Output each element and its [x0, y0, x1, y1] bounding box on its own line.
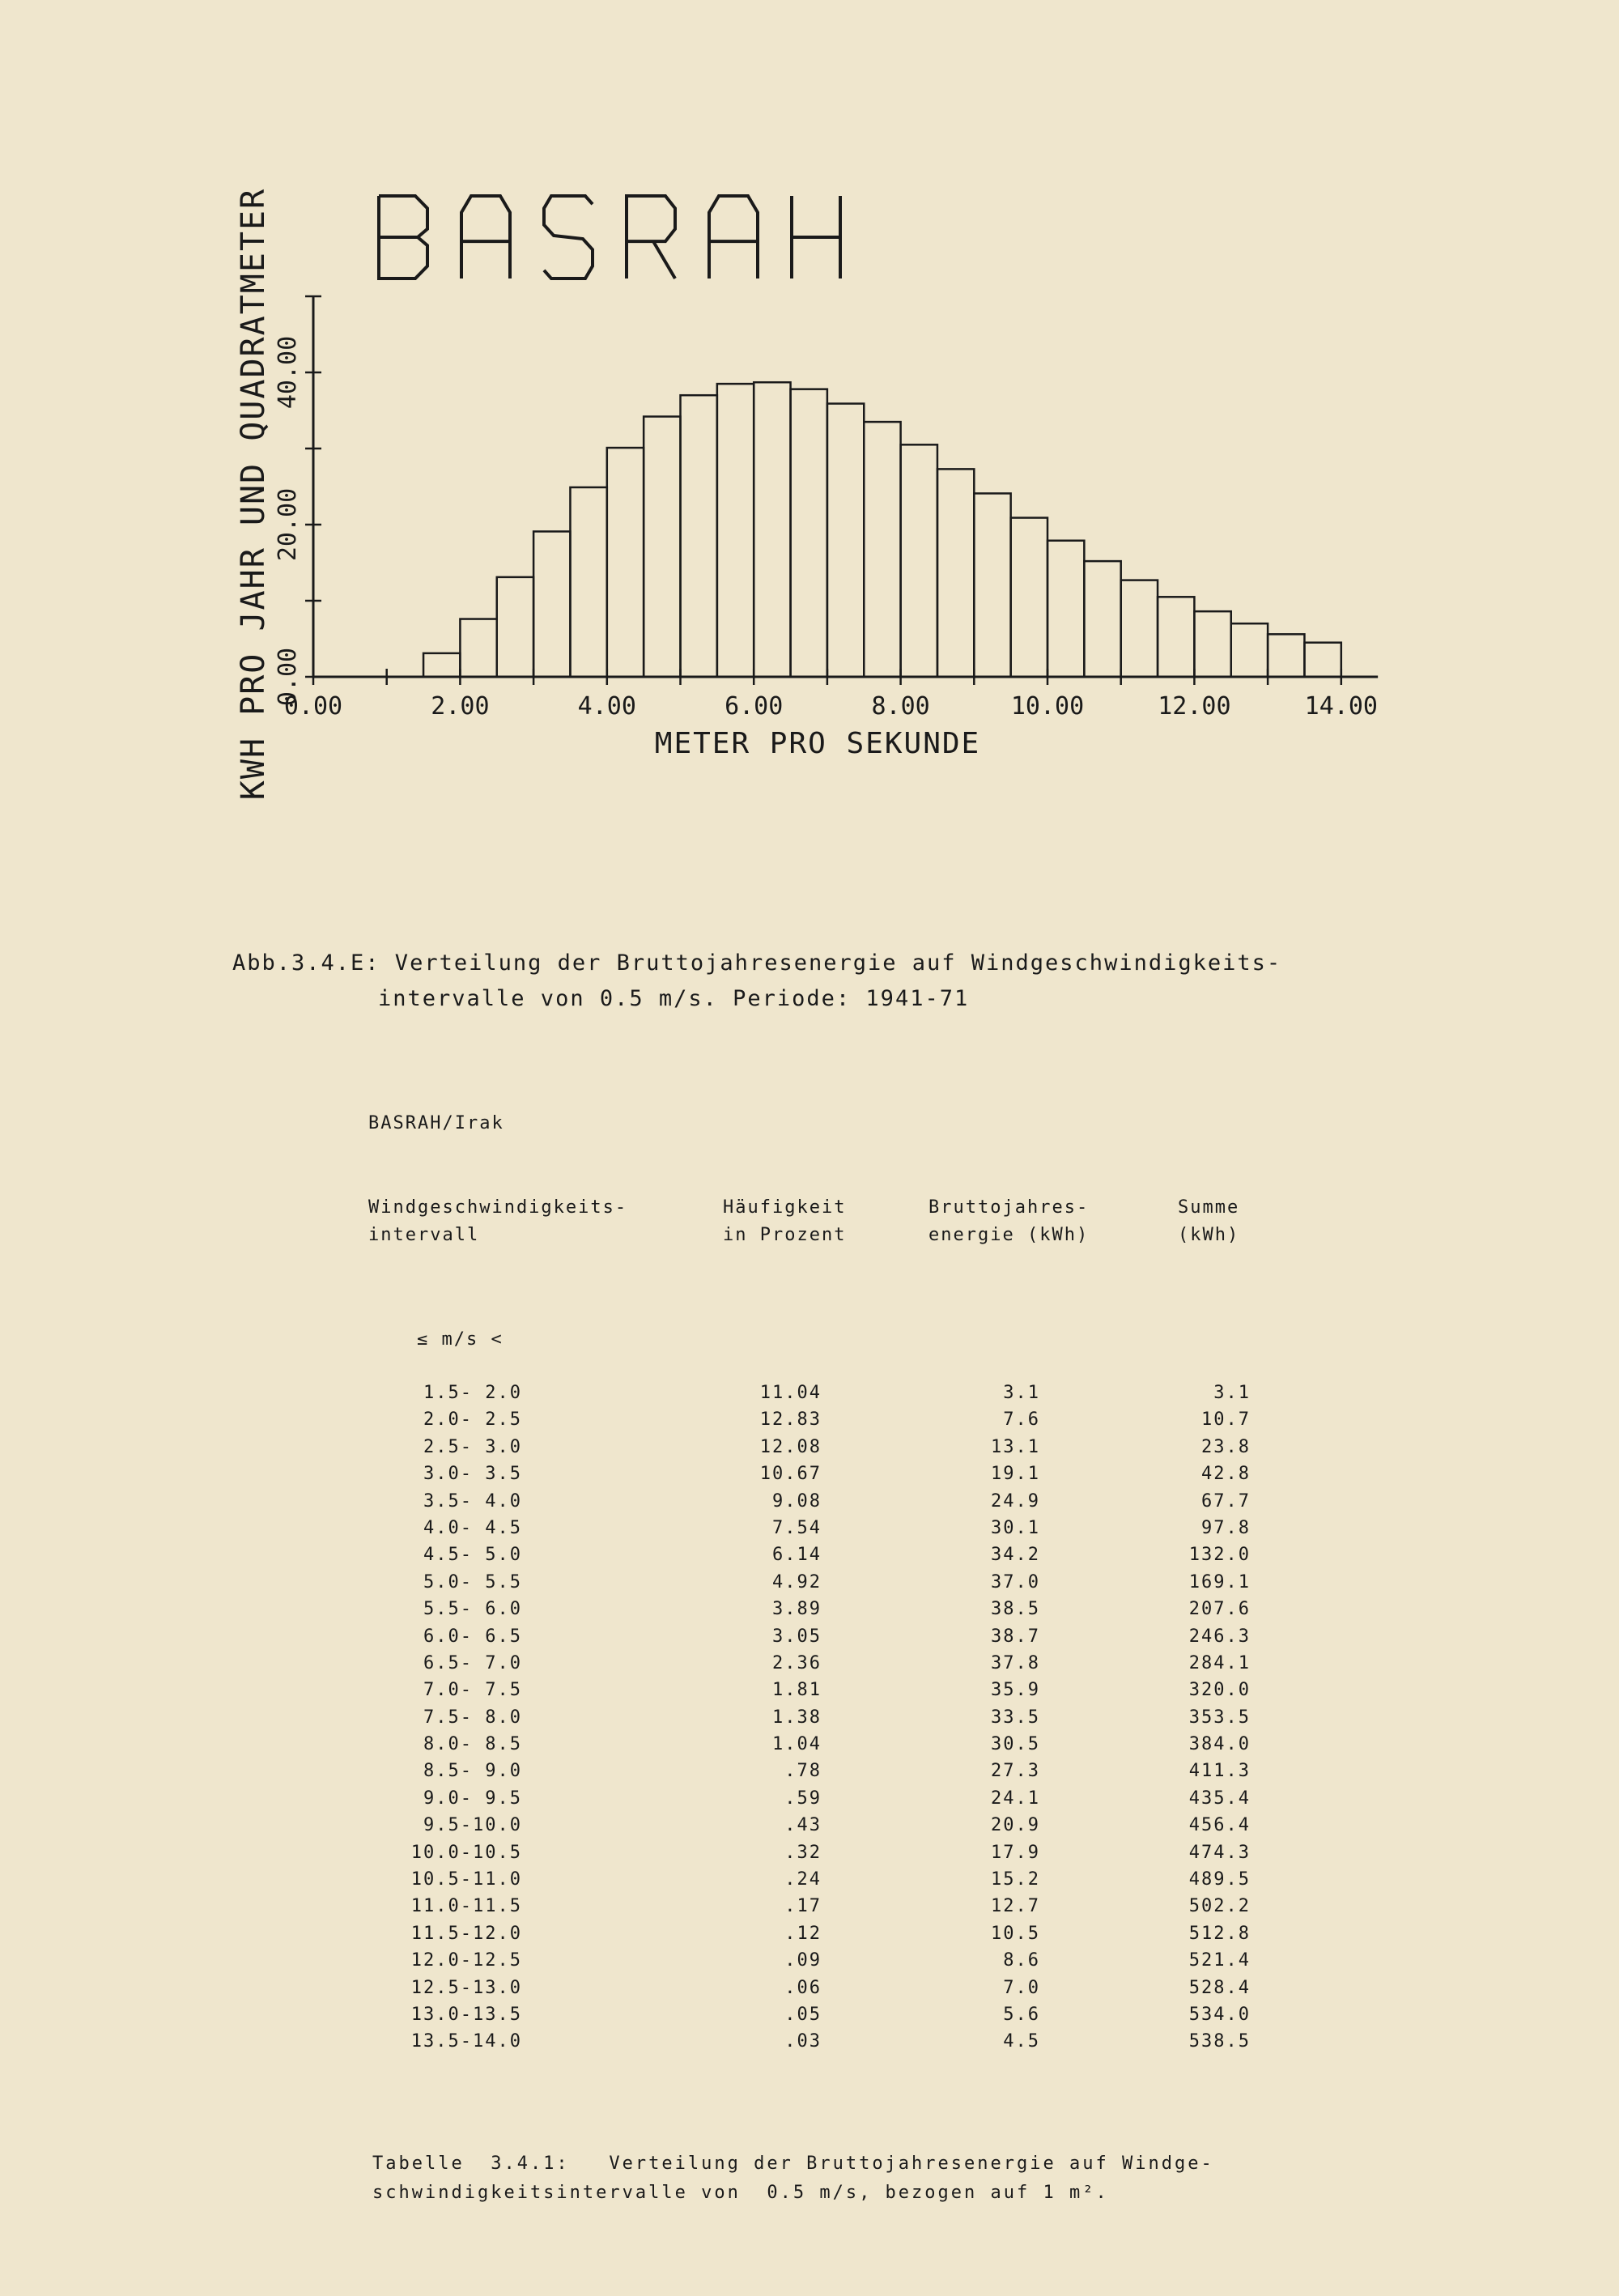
cell-energy: 38.5 [991, 1599, 1040, 1620]
table-rows [368, 1383, 1259, 2059]
cell-frequency: 11.04 [759, 1383, 822, 1403]
cell-sum: 42.8 [1201, 1464, 1251, 1485]
cell-frequency: .03 [784, 2031, 822, 2052]
cell-interval: 9.0- 9.5 [423, 1788, 522, 1809]
cell-energy: 10.5 [991, 1923, 1040, 1944]
table-row [368, 1491, 1259, 1518]
header-sum: Summe (kWh) [1178, 1197, 1240, 1245]
cell-sum: 207.6 [1188, 1599, 1251, 1620]
cell-frequency: .06 [784, 1977, 822, 1998]
table-caption-line-1: Tabelle 3.4.1: Verteilung der Bruttojahresenergie auf Windge- [372, 2154, 1214, 2174]
cell-interval: 7.0- 7.5 [423, 1680, 522, 1701]
cell-interval: 6.0- 6.5 [423, 1626, 522, 1647]
cell-energy: 13.1 [991, 1436, 1040, 1457]
bar [864, 422, 900, 677]
cell-sum: 169.1 [1188, 1571, 1251, 1592]
cell-energy: 7.6 [1003, 1409, 1040, 1431]
cell-frequency: 1.38 [772, 1707, 822, 1728]
cell-interval: 13.5-14.0 [410, 2031, 522, 2052]
table-row [368, 2031, 1259, 2058]
bar [1268, 634, 1304, 677]
cell-energy: 7.0 [1003, 1977, 1040, 1998]
cell-interval: 10.0-10.5 [410, 1842, 522, 1863]
cell-frequency: .17 [784, 1896, 822, 1917]
cell-sum: 246.3 [1188, 1626, 1251, 1647]
bar [937, 469, 974, 677]
table-row [368, 1626, 1259, 1653]
histogram-chart [0, 0, 1619, 826]
chart-title [379, 196, 840, 278]
title-letter-a [709, 196, 758, 278]
cell-frequency: .78 [784, 1761, 822, 1782]
cell-energy: 3.1 [1003, 1383, 1040, 1403]
cell-frequency: 6.14 [772, 1545, 822, 1566]
cell-sum: 3.1 [1213, 1383, 1251, 1403]
table-row [368, 1869, 1259, 1896]
cell-energy: 12.7 [991, 1896, 1040, 1917]
cell-energy: 34.2 [991, 1545, 1040, 1566]
title-letter-r [627, 196, 675, 278]
table-row [368, 1950, 1259, 1977]
cell-interval: 2.5- 3.0 [423, 1436, 522, 1457]
bar [1047, 541, 1084, 677]
header-frequency: Häufigkeit in Prozent [723, 1197, 847, 1245]
table-row [368, 1707, 1259, 1734]
cell-frequency: 2.36 [772, 1652, 822, 1673]
bar [497, 577, 533, 677]
cell-sum: 411.3 [1188, 1761, 1251, 1782]
table-row [368, 1572, 1259, 1599]
cell-interval: 4.0- 4.5 [423, 1517, 522, 1538]
bar [1231, 623, 1268, 677]
title-letter-a [461, 196, 510, 278]
cell-sum: 284.1 [1188, 1652, 1251, 1673]
cell-interval: 8.5- 9.0 [423, 1761, 522, 1782]
cell-energy: 8.6 [1003, 1950, 1040, 1971]
bar [681, 395, 717, 677]
cell-sum: 456.4 [1188, 1815, 1251, 1836]
cell-sum: 384.0 [1188, 1734, 1251, 1755]
cell-interval: 11.5-12.0 [410, 1923, 522, 1944]
table-row [368, 1545, 1259, 1571]
cell-frequency: 1.81 [772, 1680, 822, 1701]
cell-sum: 474.3 [1188, 1842, 1251, 1863]
bar [1084, 561, 1120, 677]
cell-frequency: 3.89 [772, 1599, 822, 1620]
axes-group [274, 296, 1378, 721]
x-axis-label: METER PRO SEKUNDE [654, 727, 981, 760]
cell-interval: 12.0-12.5 [410, 1950, 522, 1971]
cell-sum: 489.5 [1188, 1869, 1251, 1890]
table-row [368, 1464, 1259, 1490]
cell-sum: 97.8 [1201, 1517, 1251, 1538]
cell-energy: 17.9 [991, 1842, 1040, 1863]
cell-interval: 6.5- 7.0 [423, 1652, 522, 1673]
cell-sum: 521.4 [1188, 1950, 1251, 1971]
table-row [368, 1599, 1259, 1626]
cell-interval: 2.0- 2.5 [423, 1409, 522, 1431]
bar [1304, 643, 1341, 677]
title-stroke [709, 196, 758, 278]
table-row [368, 1734, 1259, 1761]
bar [533, 531, 570, 677]
title-letter-b [379, 196, 427, 278]
table-row [368, 1518, 1259, 1545]
cell-frequency: 12.83 [759, 1409, 822, 1431]
bar [1158, 597, 1194, 677]
y-tick-label: 20.00 [274, 487, 302, 562]
cell-interval: 5.0- 5.5 [423, 1571, 522, 1592]
x-tick-label: 14.00 [1304, 692, 1378, 721]
bar [717, 384, 754, 677]
table-caption [372, 2149, 1214, 2208]
x-tick-label: 10.00 [1010, 692, 1085, 721]
cell-interval: 13.0-13.5 [410, 2004, 522, 2025]
table-row [368, 1409, 1259, 1436]
bar [901, 444, 937, 677]
cell-frequency: 1.04 [772, 1734, 822, 1755]
cell-interval: 10.5-11.0 [410, 1869, 522, 1890]
bar [644, 417, 680, 677]
cell-energy: 24.1 [991, 1788, 1040, 1809]
figure-caption [232, 946, 1281, 1017]
x-tick-label: 4.00 [577, 692, 636, 721]
bar [827, 404, 864, 677]
header-energy: Bruttojahres- energie (kWh) [928, 1197, 1090, 1245]
cell-frequency: .05 [784, 2004, 822, 2025]
table-row [368, 1437, 1259, 1464]
cell-frequency: 9.08 [772, 1490, 822, 1512]
cell-interval: 5.5- 6.0 [423, 1599, 522, 1620]
x-tick-label: 8.00 [871, 692, 930, 721]
cell-interval: 8.0- 8.5 [423, 1734, 522, 1755]
y-axis-label: KWH PRO JAHR UND QUADRATMETER [235, 187, 272, 801]
cell-energy: 33.5 [991, 1707, 1040, 1728]
y-tick-label: 0.00 [274, 647, 302, 707]
cell-interval: 7.5- 8.0 [423, 1707, 522, 1728]
bar [791, 389, 827, 677]
header-interval: Windgeschwindigkeits- intervall [368, 1197, 628, 1245]
cell-frequency: 7.54 [772, 1517, 822, 1538]
cell-energy: 24.9 [991, 1490, 1040, 1512]
cell-interval: 11.0-11.5 [410, 1896, 522, 1917]
cell-energy: 15.2 [991, 1869, 1040, 1890]
cell-energy: 4.5 [1003, 2031, 1040, 2052]
caption-line-2: intervalle von 0.5 m/s. Periode: 1941-71 [378, 986, 970, 1011]
cell-frequency: .12 [784, 1923, 822, 1944]
bar [1194, 611, 1230, 677]
cell-sum: 534.0 [1188, 2004, 1251, 2025]
cell-interval: 1.5- 2.0 [423, 1383, 522, 1403]
x-tick-label: 12.00 [1158, 692, 1231, 721]
bars-group [423, 382, 1341, 677]
cell-interval: 3.0- 3.5 [423, 1464, 522, 1485]
table-row [368, 1924, 1259, 1950]
unit-row: ≤ m/s < [417, 1329, 504, 1350]
table-row [368, 2005, 1259, 2031]
bar [570, 487, 606, 677]
cell-frequency: .32 [784, 1842, 822, 1863]
cell-interval: 12.5-13.0 [410, 1977, 522, 1998]
y-tick-label: 40.00 [274, 335, 302, 410]
table-row [368, 1815, 1259, 1842]
bar [460, 619, 496, 677]
cell-frequency: 3.05 [772, 1626, 822, 1647]
cell-sum: 528.4 [1188, 1977, 1251, 1998]
station-label: BASRAH/Irak [368, 1113, 504, 1133]
cell-energy: 37.0 [991, 1571, 1040, 1592]
cell-interval: 3.5- 4.0 [423, 1490, 522, 1512]
cell-frequency: .43 [784, 1815, 822, 1836]
cell-energy: 30.5 [991, 1734, 1040, 1755]
title-letter-h [792, 196, 840, 278]
cell-energy: 5.6 [1003, 2004, 1040, 2025]
cell-sum: 435.4 [1188, 1788, 1251, 1809]
cell-energy: 27.3 [991, 1761, 1040, 1782]
cell-sum: 320.0 [1188, 1680, 1251, 1701]
table-row [368, 1680, 1259, 1707]
cell-sum: 538.5 [1188, 2031, 1251, 2052]
table-row [368, 1843, 1259, 1869]
cell-interval: 9.5-10.0 [423, 1815, 522, 1836]
cell-energy: 19.1 [991, 1464, 1040, 1485]
table-row [368, 1761, 1259, 1788]
bar [423, 653, 460, 677]
cell-frequency: .24 [784, 1869, 822, 1890]
title-stroke [461, 196, 510, 278]
cell-energy: 37.8 [991, 1652, 1040, 1673]
cell-frequency: 10.67 [759, 1464, 822, 1485]
bar [754, 382, 790, 677]
cell-energy: 30.1 [991, 1517, 1040, 1538]
cell-sum: 67.7 [1201, 1490, 1251, 1512]
title-stroke [544, 196, 593, 278]
cell-frequency: 4.92 [772, 1571, 822, 1592]
table-row [368, 1978, 1259, 2005]
table-caption-line-2: schwindigkeitsintervalle von 0.5 m/s, bezogen auf 1 m². [372, 2183, 1109, 2203]
cell-sum: 23.8 [1201, 1436, 1251, 1457]
cell-interval: 4.5- 5.0 [423, 1545, 522, 1566]
cell-sum: 353.5 [1188, 1707, 1251, 1728]
bar [607, 448, 644, 677]
cell-frequency: .59 [784, 1788, 822, 1809]
table-row [368, 1653, 1259, 1680]
cell-energy: 35.9 [991, 1680, 1040, 1701]
bar [1121, 580, 1158, 677]
cell-sum: 502.2 [1188, 1896, 1251, 1917]
table-row [368, 1788, 1259, 1815]
cell-energy: 38.7 [991, 1626, 1040, 1647]
cell-energy: 20.9 [991, 1815, 1040, 1836]
x-tick-label: 0.00 [283, 692, 343, 721]
table-row [368, 1896, 1259, 1923]
title-letter-s [544, 196, 593, 278]
bar [1011, 518, 1047, 677]
cell-sum: 132.0 [1188, 1545, 1251, 1566]
cell-sum: 512.8 [1188, 1923, 1251, 1944]
table-row [368, 1383, 1259, 1409]
cell-frequency: 12.08 [759, 1436, 822, 1457]
bar [974, 493, 1010, 677]
x-tick-label: 2.00 [431, 692, 490, 721]
caption-line-1: Abb.3.4.E: Verteilung der Bruttojahresenergie auf Windgeschwindigkeits- [232, 950, 1282, 976]
x-tick-label: 6.00 [725, 692, 784, 721]
cell-frequency: .09 [784, 1950, 822, 1971]
cell-sum: 10.7 [1201, 1409, 1251, 1431]
title-stroke [653, 241, 675, 278]
